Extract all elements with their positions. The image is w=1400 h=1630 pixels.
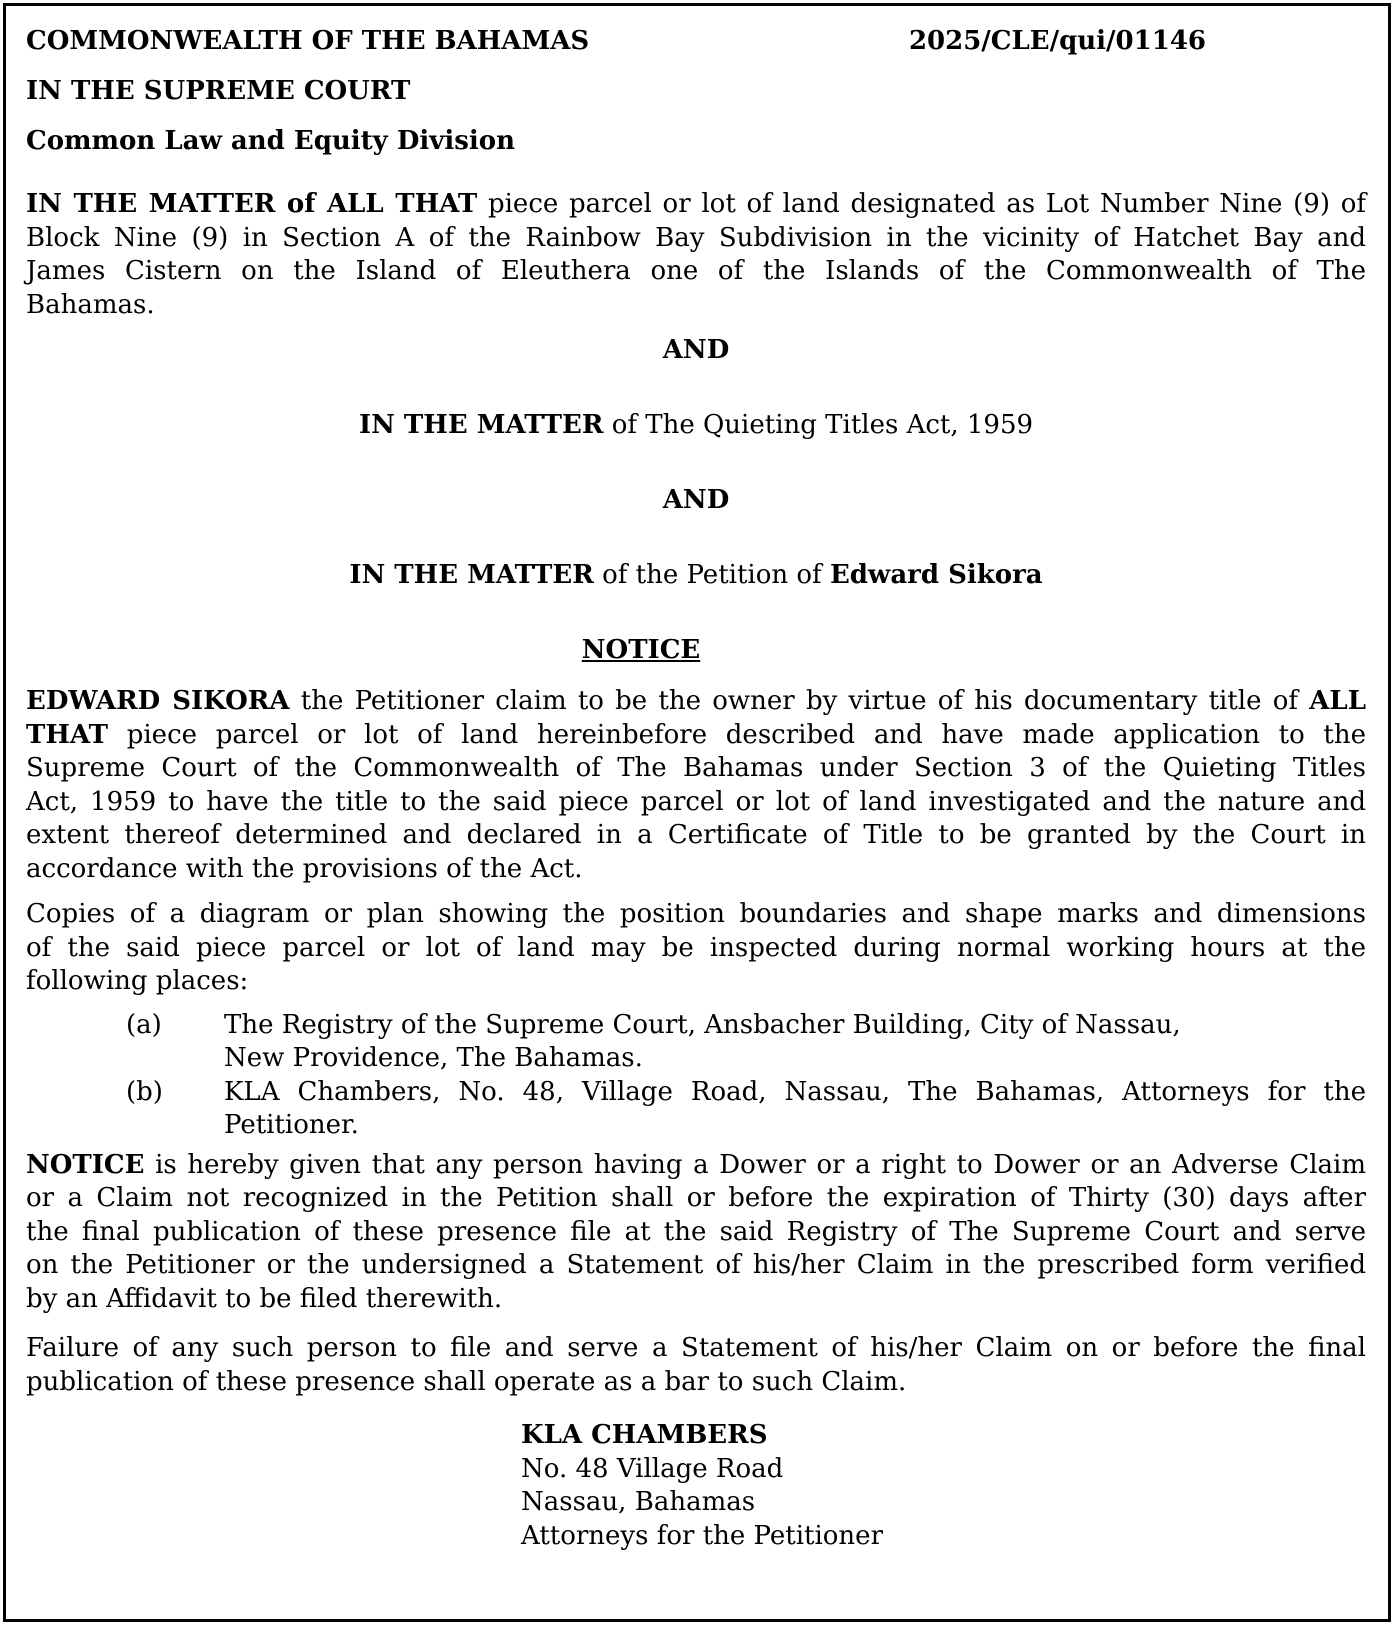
matter-land: IN THE MATTER of ALL THAT piece parcel or lot of land designated as Lot Number Nine (9) of Block Nine (9) in Section A of the Rainbow Bay Subdivision in the vicinity of Hatchet Bay and James Cistern on the Island of Eleuthera one of the Islands of the Commonwealth of The Bahamas. [26,189,1366,320]
firm-role: Attorneys for the Petitioner [521,1520,883,1551]
inspection-paragraph: Copies of a diagram or plan showing the position boundaries and shape marks and dimensions of the said piece parcel or lot of land may be inspected during normal working hours at the following places: [26,899,1366,996]
matter-land-lead: IN THE MATTER of ALL THAT [26,189,478,219]
places-list [26,1009,1366,1143]
case-reference: 2025/CLE/qui/01146 [908,26,1206,56]
firm-name: KLA CHAMBERS [521,1420,768,1450]
list-item: (a) The Registry of the Supreme Court, Ansbacher Building, City of Nassau, New Providence, The Bahamas. [126,1009,1181,1073]
and-separator-1: AND [662,335,730,365]
matter-petition: IN THE MATTER of the Petition of Edward Sikora [349,560,1043,590]
court-division: Common Law and Equity Division [26,126,516,156]
legal-notice [26,20,1366,1553]
firm-address-1: No. 48 Village Road [521,1453,784,1484]
petitioner-name: Edward Sikora [829,560,1043,590]
signature-block [521,1419,1366,1553]
petition-paragraph: EDWARD SIKORA the Petitioner claim to be the owner by virtue of his documentary title of ALL THAT piece parcel or lot of land hereinbefore described and have made application to the Supreme Court of the Commonwealth of The Bahamas under Section 3 of the Quieting Titles Act, 1959 to have the title to the said piece parcel or lot of land investigated and the nature and extent thereof determined and declared in a Certificate of Title to be granted by the Court in accordance with the provisions of the Act. [26,686,1367,884]
header-line [26,20,1366,70]
matter-act: IN THE MATTER of The Quieting Titles Act, 1959 [358,410,1034,440]
court-name: IN THE SUPREME COURT [26,76,411,106]
notice-paragraph: NOTICE is hereby given that any person having a Dower or a right to Dower or an Adverse Claim or a Claim not recognized in the Petition shall or before the expiration of Thirty (30) days after the final publication of these presence file at the said Registry of The Supreme Court and serve on the Petitioner or the undersigned a Statement of his/her Claim in the prescribed form verified by an Affidavit to be filed therewith. [26,1149,1367,1314]
jurisdiction: COMMONWEALTH OF THE BAHAMAS [26,26,590,56]
firm-address-2: Nassau, Bahamas [521,1487,756,1517]
list-item: (b) KLA Chambers, No. 48, Village Road, Nassau, The Bahamas, Attorneys for the Petitioner. [126,1076,1366,1140]
notice-heading: NOTICE [581,635,701,665]
and-separator-2: AND [662,485,730,515]
failure-paragraph: Failure of any such person to file and serve a Statement of his/her Claim on or before the final publication of these presence shall operate as a bar to such Claim. [26,1333,1366,1397]
